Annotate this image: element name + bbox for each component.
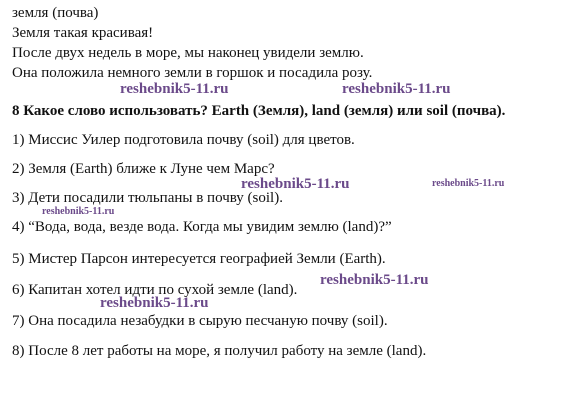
- intro-line-3: После двух недель в море, мы наконец увидели землю.: [12, 45, 364, 61]
- intro-line-4: Она положила немного земли в горшок и посадила розу.: [12, 65, 373, 81]
- exercise-heading: 8 Какое слово использовать? Earth (Земля), land (земля) или soil (почва).: [12, 103, 506, 119]
- watermark-4: reshebnik5-11.ru: [432, 178, 505, 189]
- watermark-3: reshebnik5-11.ru: [241, 176, 350, 192]
- answer-4: 4) “Вода, вода, везде вода. Когда мы увидим землю (land)?”: [12, 219, 392, 235]
- intro-line-1: земля (почва): [12, 5, 99, 21]
- watermark-6: reshebnik5-11.ru: [320, 272, 429, 288]
- answer-6: 6) Капитан хотел идти по сухой земле (land).: [12, 282, 298, 298]
- watermark-2: reshebnik5-11.ru: [342, 81, 451, 97]
- answer-2: 2) Земля (Earth) ближе к Луне чем Марс?: [12, 161, 275, 177]
- answer-8: 8) После 8 лет работы на море, я получил работу на земле (land).: [12, 343, 427, 359]
- answer-3: 3) Дети посадили тюльпаны в почву (soil).: [12, 190, 283, 206]
- answer-1: 1) Миссис Уилер подготовила почву (soil) для цветов.: [12, 132, 355, 148]
- watermark-1: reshebnik5-11.ru: [120, 81, 229, 97]
- intro-line-2: Земля такая красивая!: [12, 25, 154, 41]
- watermark-7: reshebnik5-11.ru: [100, 295, 209, 311]
- answer-5: 5) Мистер Парсон интересуется географией Земли (Earth).: [12, 251, 386, 267]
- watermark-5: reshebnik5-11.ru: [42, 206, 115, 217]
- answer-7: 7) Она посадила незабудки в сырую песчаную почву (soil).: [12, 313, 388, 329]
